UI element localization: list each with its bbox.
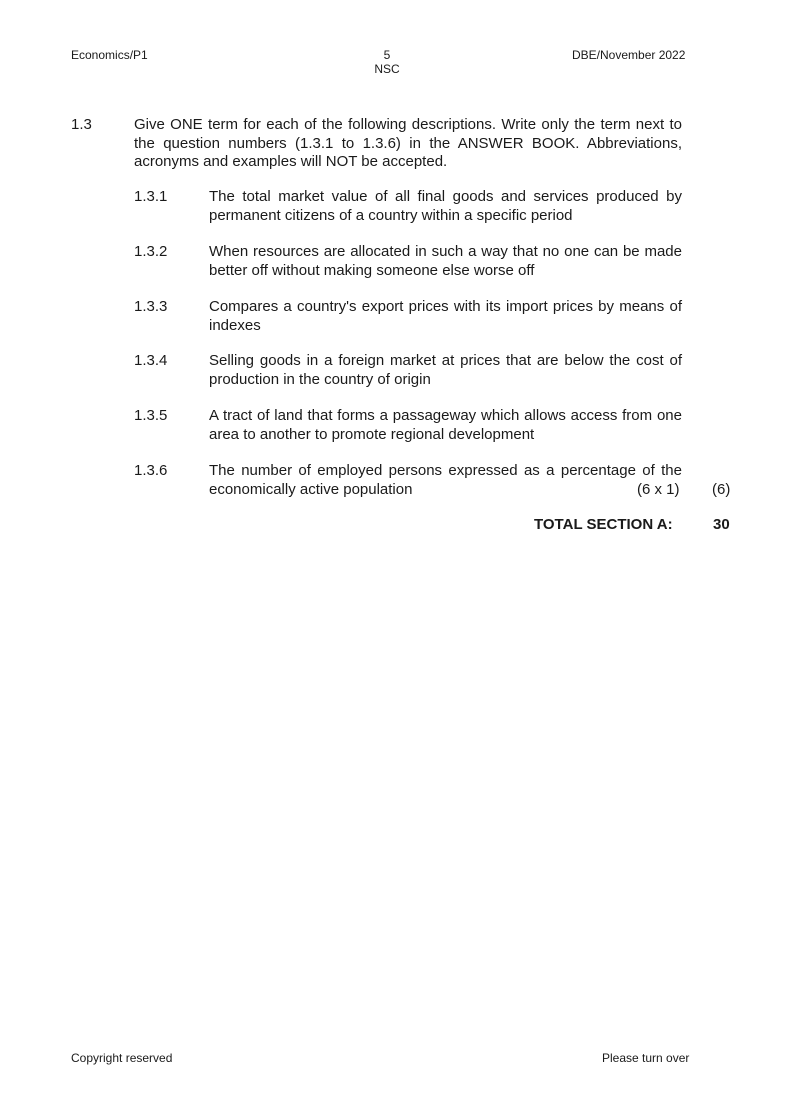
item-text: The total market value of all final goods and services produced by permanent citizens of a country within a specific period bbox=[209, 188, 682, 224]
footer-turn-over: Please turn over bbox=[602, 1051, 690, 1065]
header-exam-date: DBE/November 2022 bbox=[572, 48, 686, 62]
question-number: 1.3 bbox=[71, 116, 92, 133]
item-number: 1.3.1 bbox=[134, 188, 168, 205]
section-total-label: TOTAL SECTION A: bbox=[534, 516, 673, 533]
item-text: Selling goods in a foreign market at prices that are below the cost of production in the country of origin bbox=[209, 352, 682, 388]
marks-breakdown: (6 x 1) bbox=[637, 481, 680, 498]
item-text: A tract of land that forms a passageway which allows access from one area to another to promote regional development bbox=[209, 407, 682, 443]
item-number: 1.3.4 bbox=[134, 352, 168, 369]
footer-copyright: Copyright reserved bbox=[71, 1051, 173, 1065]
page-number: 5 bbox=[383, 48, 391, 62]
item-text: Compares a country's export prices with its import prices by means of indexes bbox=[209, 298, 682, 334]
item-text: The number of employed persons expressed as a percentage of the economically active population bbox=[209, 462, 682, 498]
header-page-info bbox=[360, 48, 414, 76]
section-total-value: 30 bbox=[713, 516, 730, 533]
item-text: When resources are allocated in such a way that no one can be made better off without making someone else worse off bbox=[209, 243, 682, 279]
marks-total: (6) bbox=[712, 481, 731, 498]
item-number: 1.3.6 bbox=[134, 462, 168, 479]
item-number: 1.3.2 bbox=[134, 243, 168, 260]
item-number: 1.3.3 bbox=[134, 298, 168, 315]
header-subtitle: NSC bbox=[374, 62, 400, 76]
header-subject: Economics/P1 bbox=[71, 48, 148, 62]
item-number: 1.3.5 bbox=[134, 407, 168, 424]
question-instruction: Give ONE term for each of the following descriptions. Write only the term next to the question numbers (1.3.1 to 1.3.6) in the ANSWER BOOK. Abbreviations, acronyms and examples will NOT be accepted. bbox=[134, 116, 682, 170]
